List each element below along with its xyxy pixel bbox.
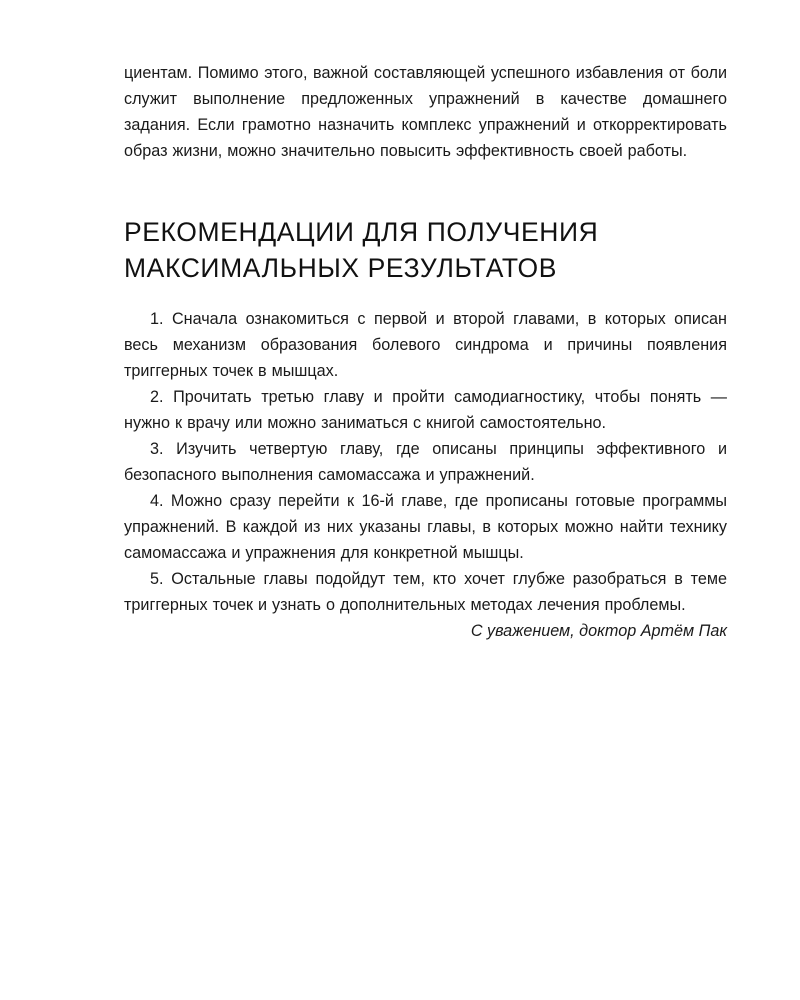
recommendations-list: [124, 306, 727, 618]
page-content: [124, 60, 727, 644]
intro-paragraph: циентам. Помимо этого, важной составляющей успешного избавления от боли служит выполнение предложенных упражнений в качестве домашнего задания. Если грамотно назначить комплекс упражнений и откорректировать образ жизни, можно значительно повысить эффективность своей работы.: [124, 64, 727, 160]
recommendation-item-3: 3. Изучить четвертую главу, где описаны принципы эффективного и безопасного выполнения самомассажа и упражнений.: [124, 440, 727, 484]
section-heading: [124, 214, 727, 286]
recommendation-item-5: 5. Остальные главы подойдут тем, кто хочет глубже разобраться в теме триггерных точек и узнать о дополнительных методах лечения проблемы.: [124, 570, 727, 614]
section-heading-line-2: МАКСИМАЛЬНЫХ РЕЗУЛЬТАТОВ: [124, 253, 557, 283]
section-heading-line-1: РЕКОМЕНДАЦИИ ДЛЯ ПОЛУЧЕНИЯ: [124, 217, 599, 247]
author-signature: С уважением, доктор Артём Пак: [470, 622, 727, 640]
recommendation-item-4: 4. Можно сразу перейти к 16-й главе, где прописаны готовые программы упражнений. В каждой из них указаны главы, в которых можно найти технику самомассажа и упражнения для конкретной мышцы.: [124, 492, 727, 562]
recommendation-item-2: 2. Прочитать третью главу и пройти самодиагностику, чтобы понять — нужно к врачу или можно заниматься с книгой самостоятельно.: [124, 388, 727, 432]
recommendation-item-1: 1. Сначала ознакомиться с первой и второй главами, в которых описан весь механизм образования болевого синдрома и причины появления триггерных точек в мышцах.: [124, 310, 727, 380]
